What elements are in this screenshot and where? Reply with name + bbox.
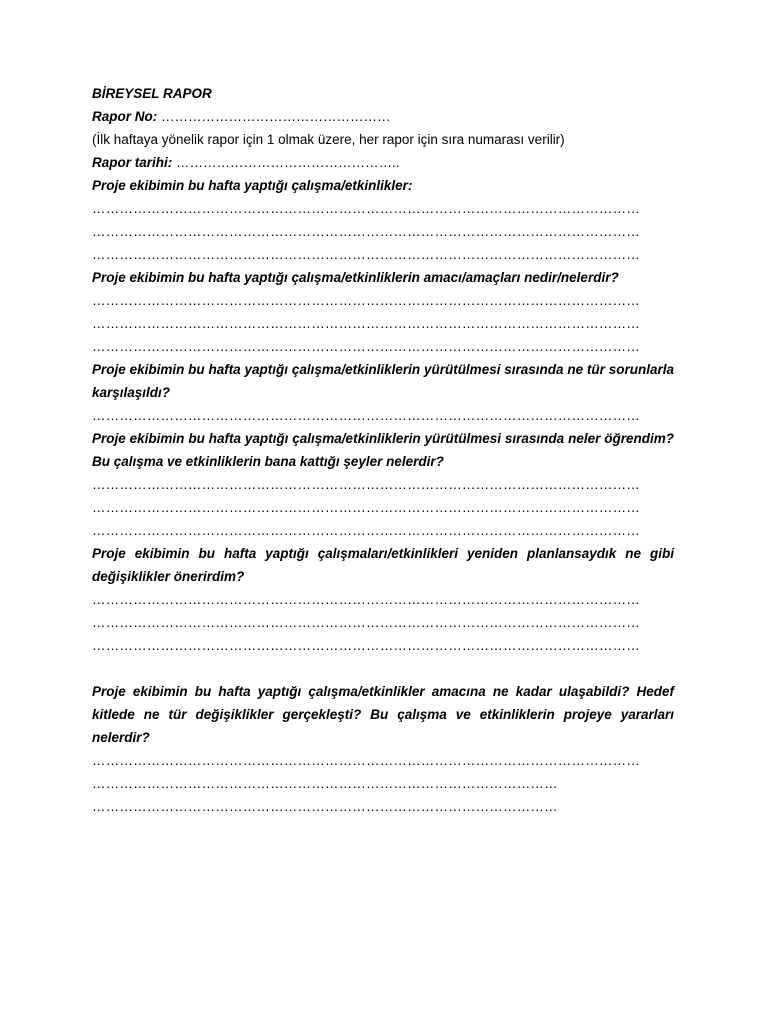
document-page — [92, 82, 674, 818]
answer-line: ………………………………………………………………………………………………………… — [92, 477, 640, 492]
report-number-dots: …………………………………………… — [161, 109, 391, 124]
question-1: Proje ekibimin bu hafta yaptığı çalışma/etkinlikler: — [92, 178, 413, 193]
question-6: Proje ekibimin bu hafta yaptığı çalışma/etkinlikler amacına ne kadar ulaşabildi? Hedef kitlede ne tür değişiklikler gerçekleşti? Bu çalışma ve etkinliklerin projeye yararları nelerdir? — [92, 684, 674, 745]
report-date-dots: ………………………………………….. — [176, 155, 400, 170]
report-date-label: Rapor tarihi: — [92, 155, 173, 170]
report-number-note: (İlk haftaya yönelik rapor için 1 olmak üzere, her rapor için sıra numarası verilir) — [92, 132, 565, 147]
answer-line: ………………………………………………………………………………………………………… — [92, 247, 640, 262]
answer-line: ………………………………………………………………………………………………………… — [92, 615, 640, 630]
answer-line: ………………………………………………………………………………………………………… — [92, 316, 640, 331]
question-5: Proje ekibimin bu hafta yaptığı çalışmaları/etkinlikleri yeniden planlansaydık ne gibi değişiklikler önerirdim? — [92, 546, 674, 584]
answer-line: ………………………………………………………………………………………………………… — [92, 592, 640, 607]
answer-line: ………………………………………………………………………………………………………… — [92, 293, 640, 308]
answer-line-short: ………………………………………………………………………………………… — [92, 799, 558, 814]
report-number-line — [92, 105, 674, 128]
blank-spacer — [92, 657, 674, 680]
answer-line: ………………………………………………………………………………………………………… — [92, 224, 640, 239]
answer-line: ………………………………………………………………………………………………………… — [92, 201, 640, 216]
answer-line: ………………………………………………………………………………………………………… — [92, 339, 640, 354]
question-2: Proje ekibimin bu hafta yaptığı çalışma/etkinliklerin amacı/amaçları nedir/nelerdir? — [92, 270, 619, 285]
answer-line: ………………………………………………………………………………………………………… — [92, 753, 640, 768]
answer-line: ………………………………………………………………………………………………………… — [92, 500, 640, 515]
question-4: Proje ekibimin bu hafta yaptığı çalışma/etkinliklerin yürütülmesi sırasında neler öğrendim? Bu çalışma ve etkinliklerin bana kattığı şeyler nelerdir? — [92, 431, 674, 469]
report-number-label: Rapor No: — [92, 109, 158, 124]
answer-line: ………………………………………………………………………………………………………… — [92, 408, 640, 423]
question-3: Proje ekibimin bu hafta yaptığı çalışma/etkinliklerin yürütülmesi sırasında ne tür sorunlarla karşılaşıldı? — [92, 362, 674, 400]
report-title: BİREYSEL RAPOR — [92, 86, 212, 101]
answer-line: ………………………………………………………………………………………………………… — [92, 523, 640, 538]
answer-line: ………………………………………………………………………………………………………… — [92, 638, 640, 653]
answer-line-short: ………………………………………………………………………………………… — [92, 776, 558, 791]
report-date-line — [92, 151, 674, 174]
